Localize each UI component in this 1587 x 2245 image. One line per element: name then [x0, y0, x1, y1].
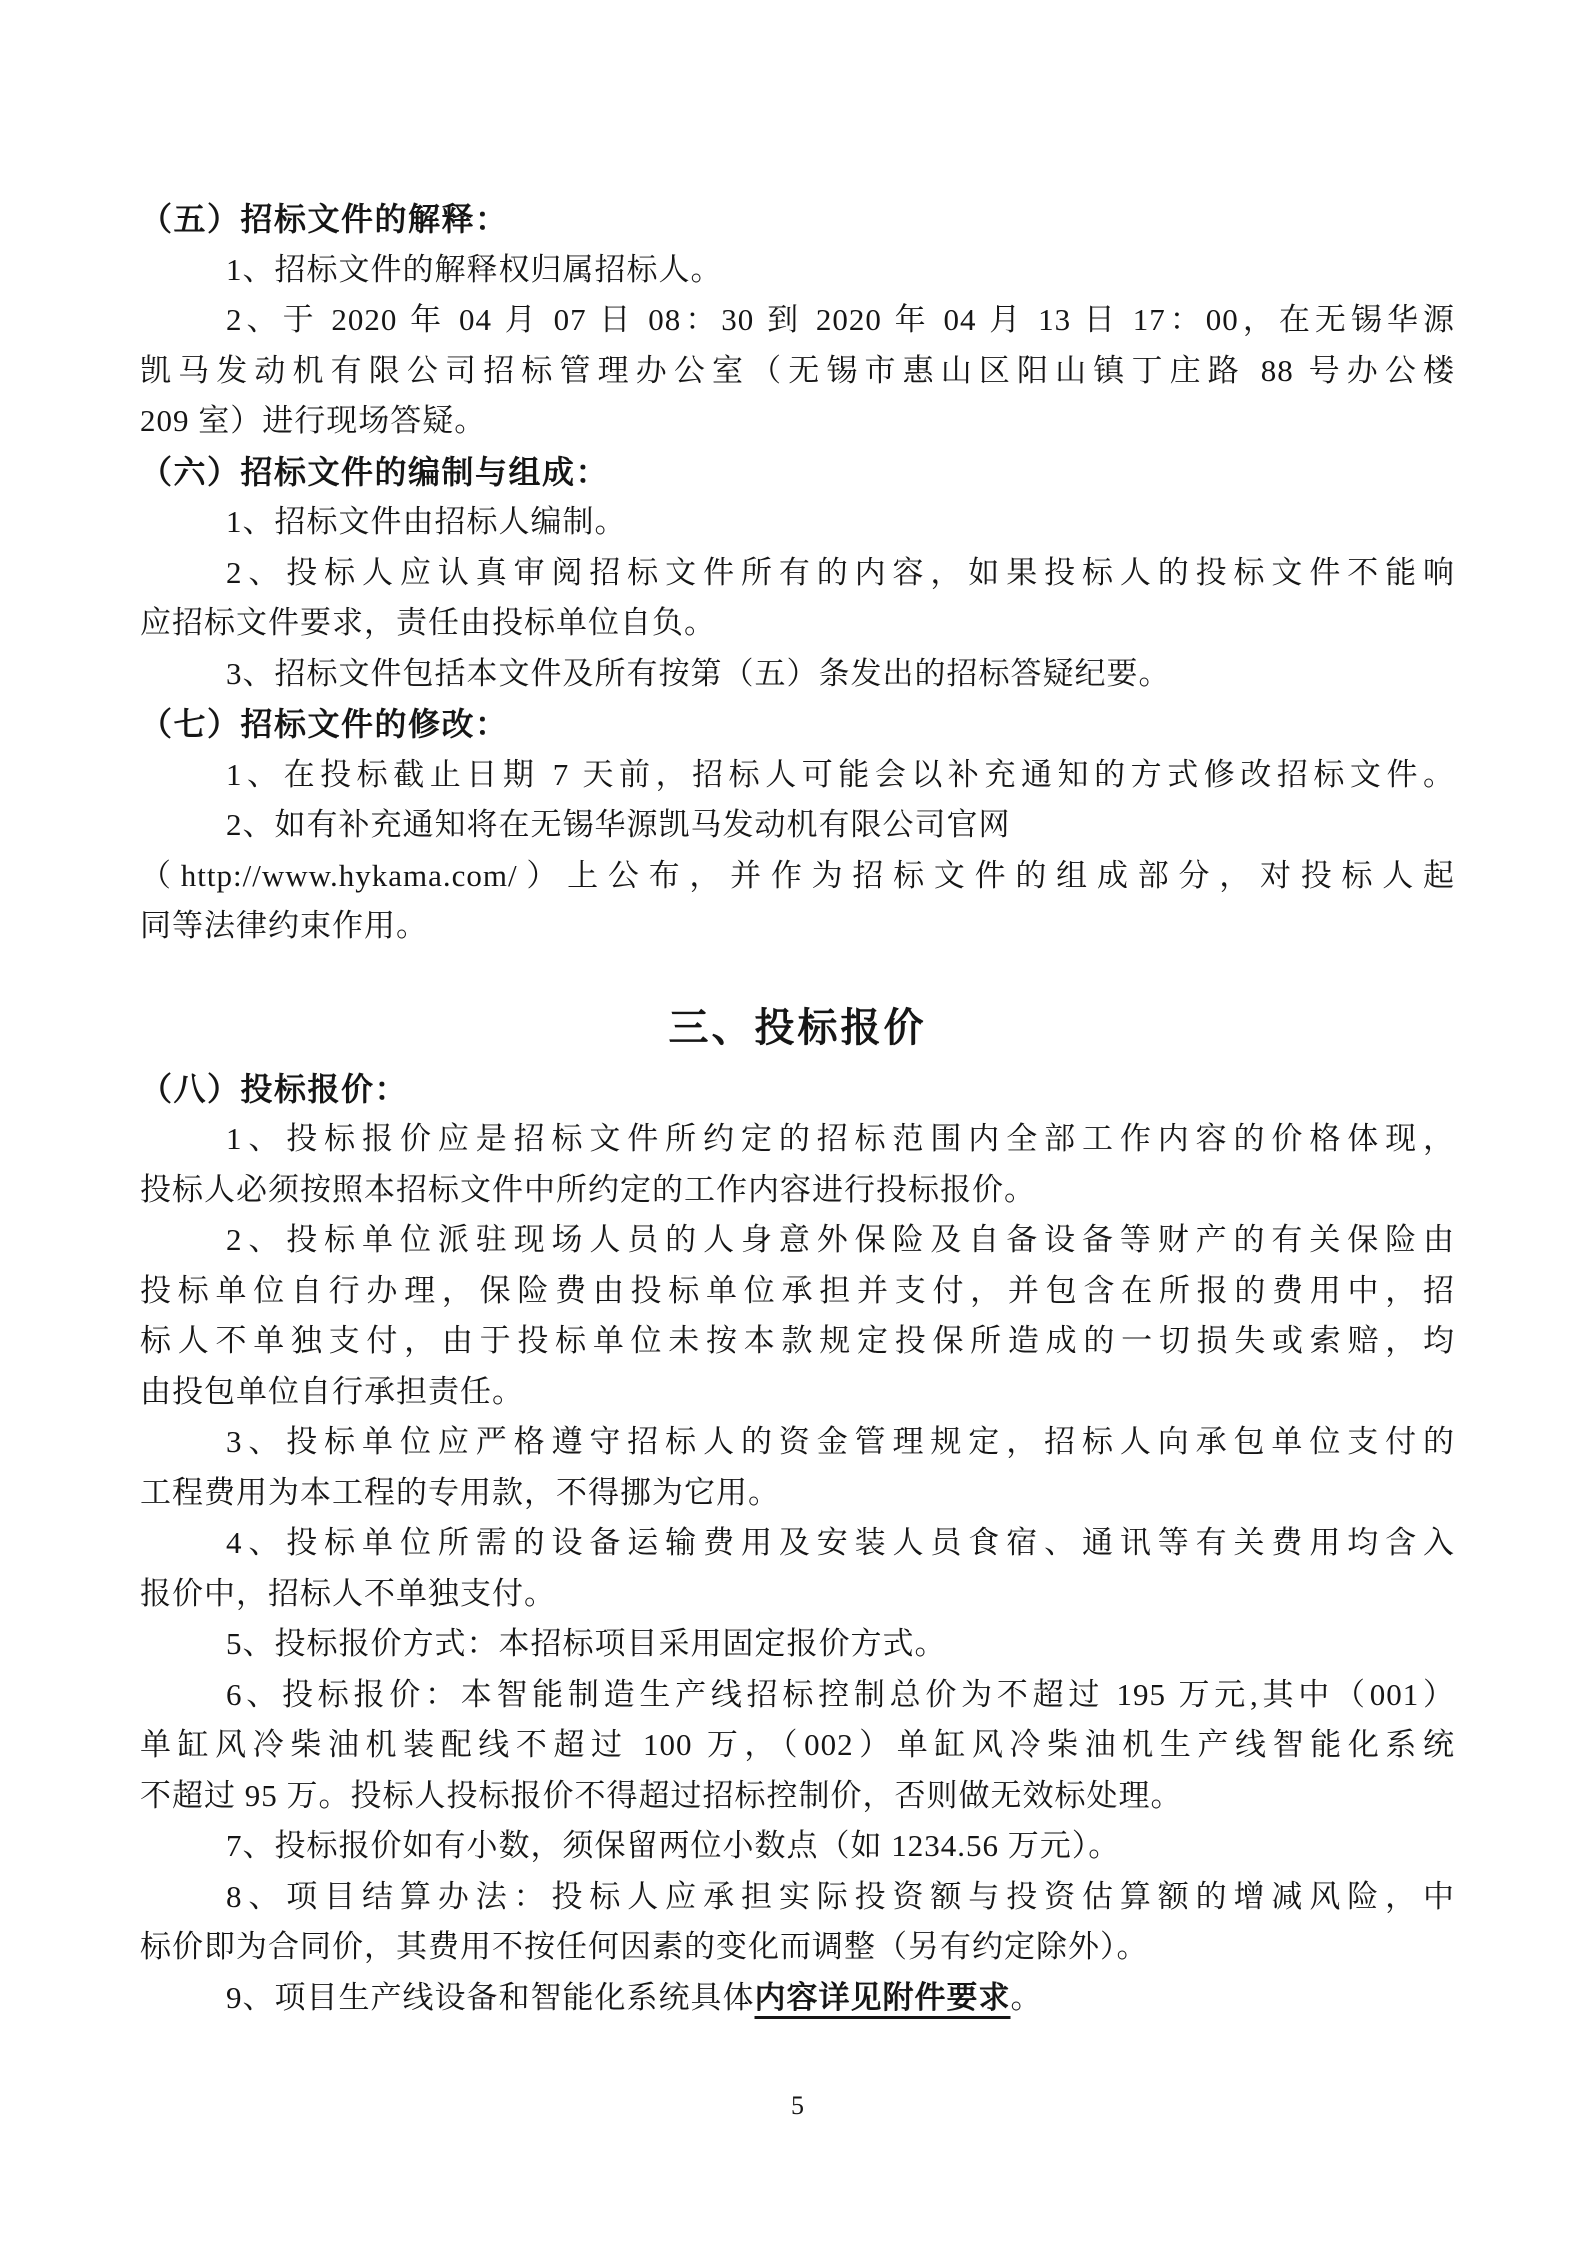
doc-line-prefix: 9、项目生产线设备和智能化系统具体 [226, 1979, 755, 2015]
chapter-heading: 三、投标报价 [668, 1004, 927, 1050]
page-number: 5 [791, 2091, 804, 2120]
doc-line: 1、在投标截止日期 7 天前，招标人可能会以补充通知的方式修改招标文件。 [226, 756, 1455, 792]
doc-line: 5、投标报价方式：本招标项目采用固定报价方式。 [226, 1626, 947, 1661]
doc-line: 工程费用为本工程的专用款，不得挪为它用。 [140, 1474, 780, 1510]
section-heading-7: （七）招标文件的修改： [140, 706, 509, 742]
section-heading-5: （五）招标文件的解释： [140, 201, 509, 237]
doc-line: 单缸风冷柴油机装配线不超过 100 万，（002）单缸风冷柴油机生产线智能化系统 [140, 1727, 1455, 1762]
doc-line: 2、投标人应认真审阅招标文件所有的内容，如果投标人的投标文件不能响 [226, 554, 1455, 590]
attachment-requirement-emphasis: 内容详见附件要求 [754, 1979, 1011, 2015]
doc-line-url: （http://www.hykama.com/）上公布，并作为招标文件的组成部分，对投标人起 [140, 857, 1455, 893]
doc-line: 4、投标单位所需的设备运输费用及安装人员食宿、通讯等有关费用均含入 [226, 1525, 1455, 1560]
section-heading-6: （六）招标文件的编制与组成： [140, 453, 610, 490]
doc-line: 2、如有补充通知将在无锡华源凯马发动机有限公司官网 [226, 807, 1011, 842]
doc-line: 标人不单独支付，由于投标单位未按本款规定投保所造成的一切损失或索赔，均 [140, 1323, 1455, 1358]
section-heading-8: （八）投标报价： [140, 1070, 409, 1107]
doc-line: 1、招标文件的解释权归属招标人。 [226, 251, 723, 287]
doc-line: 3、投标单位应严格遵守招标人的资金管理规定，招标人向承包单位支付的 [226, 1424, 1455, 1459]
doc-line: 投标单位自行办理，保险费由投标单位承担并支付，并包含在所报的费用中，招 [140, 1272, 1455, 1308]
doc-line: 7、投标报价如有小数，须保留两位小数点（如 1234.56 万元）。 [226, 1828, 1121, 1863]
doc-line: 由投包单位自行承担责任。 [140, 1373, 524, 1409]
doc-line: 2、投标单位派驻现场人员的人身意外保险及自备设备等财产的有关保险由 [226, 1222, 1455, 1257]
doc-line: 凯马发动机有限公司招标管理办公室（无锡市惠山区阳山镇丁庄路 88 号办公楼 [140, 352, 1455, 388]
doc-line: 1、投标报价应是招标文件所约定的招标范围内全部工作内容的价格体现， [226, 1121, 1455, 1156]
doc-line: 标价即为合同价，其费用不按任何因素的变化而调整（另有约定除外）。 [140, 1929, 1149, 1964]
doc-line: 209 室）进行现场答疑。 [140, 403, 487, 438]
doc-line: 8、项目结算办法：投标人应承担实际投资额与投资估算额的增减风险，中 [226, 1878, 1455, 1914]
doc-line-attachment-note [140, 1973, 1455, 2024]
doc-line: 1、招标文件由招标人编制。 [226, 504, 627, 539]
doc-line: 报价中，招标人不单独支付。 [140, 1575, 556, 1611]
doc-line: 3、招标文件包括本文件及所有按第（五）条发出的招标答疑纪要。 [226, 655, 1171, 691]
doc-line: 2、于 2020 年 04 月 07 日 08：30 到 2020 年 04 月 13 日 17：00，在无锡华源 [226, 302, 1455, 337]
doc-line: 投标人必须按照本招标文件中所约定的工作内容进行投标报价。 [140, 1171, 1036, 1207]
doc-line-suffix: 。 [1010, 1979, 1043, 2015]
doc-line: 不超过 95 万。投标人投标报价不得超过招标控制价，否则做无效标处理。 [140, 1777, 1183, 1813]
doc-line: 6、投标报价：本智能制造生产线招标控制总价为不超过 195 万元,其中（001） [226, 1676, 1455, 1712]
doc-line: 应招标文件要求，责任由投标单位自负。 [140, 605, 716, 640]
doc-line: 同等法律约束作用。 [140, 908, 428, 943]
